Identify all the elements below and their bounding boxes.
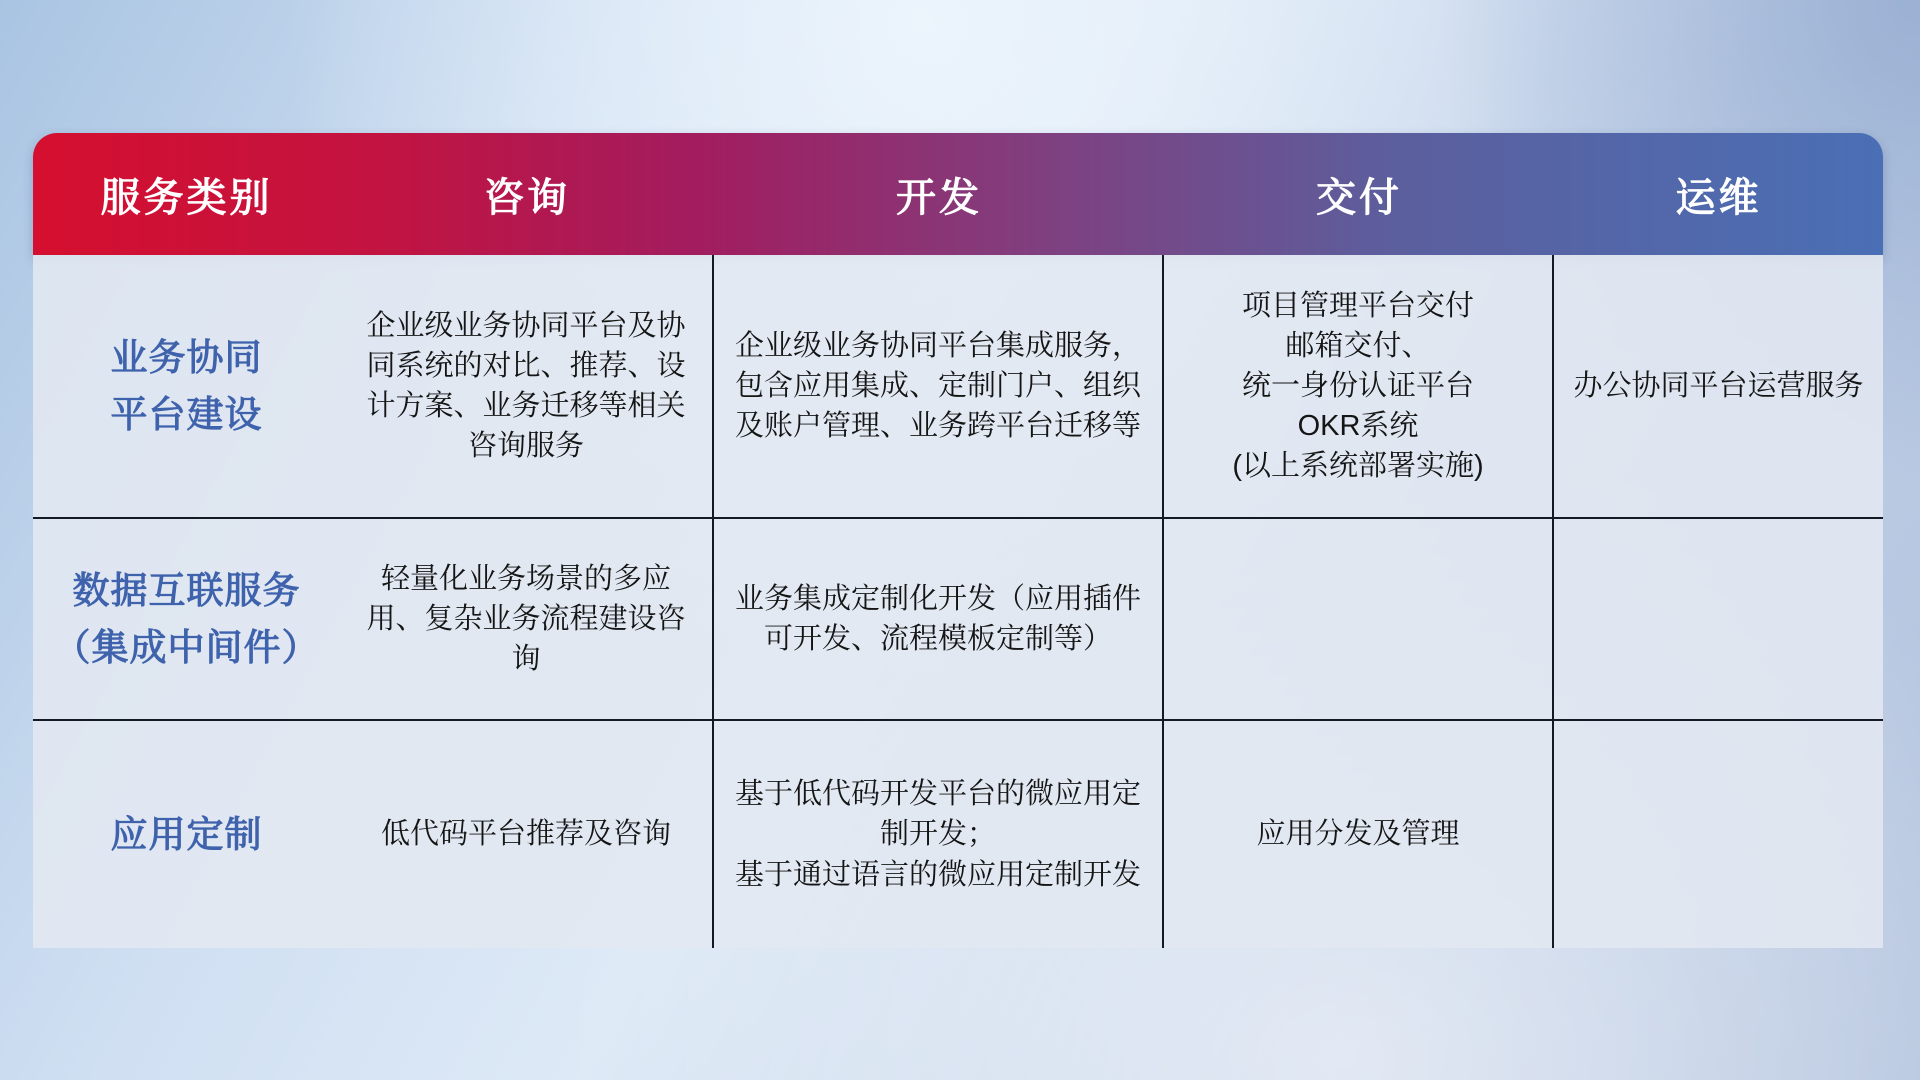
row1-operations-cell: 办公协同平台运营服务 bbox=[1573, 369, 1864, 402]
row2-category bbox=[33, 519, 340, 719]
header-consulting: 咨询 bbox=[484, 175, 570, 220]
row1-category bbox=[33, 255, 340, 517]
row1-category-line1: 业务协同 bbox=[110, 336, 263, 378]
row2-category-line2: （集成中间件） bbox=[53, 627, 320, 668]
table-row-app-customization bbox=[33, 719, 1883, 948]
table-row-data-interconnect bbox=[33, 517, 1883, 719]
row3-category-line1: 应用定制 bbox=[110, 813, 263, 855]
row3-category bbox=[33, 721, 340, 948]
row1-delivery-line3: 统一身份认证平台 bbox=[1241, 369, 1474, 402]
row1-delivery-line1: 项目管理平台交付 bbox=[1241, 289, 1474, 322]
header-development: 开发 bbox=[896, 175, 982, 220]
row1-delivery-line4: OKR系统 bbox=[1297, 410, 1419, 442]
row3-consulting-cell: 低代码平台推荐及咨询 bbox=[340, 721, 714, 948]
row2-development-cell: 业务集成定制化开发（应用插件可开发、流程模板定制等） bbox=[714, 519, 1164, 719]
row1-category-line2: 平台建设 bbox=[110, 394, 263, 435]
row3-development-line1: 基于低代码开发平台的微应用定制开发； bbox=[734, 778, 1141, 851]
row2-operations-cell bbox=[1554, 519, 1883, 719]
table-header-row bbox=[33, 133, 1883, 255]
row2-delivery-cell bbox=[1164, 519, 1554, 719]
row1-delivery-cell bbox=[1164, 255, 1554, 517]
row1-development-cell: 企业级业务协同平台集成服务，包含应用集成、定制门户、组织及账户管理、业务跨平台迁移等 bbox=[714, 255, 1164, 517]
header-delivery: 交付 bbox=[1316, 175, 1402, 220]
row1-delivery-line2: 邮箱交付、 bbox=[1285, 329, 1431, 362]
row3-development-line2: 基于通过语言的微应用定制开发 bbox=[734, 858, 1141, 891]
row1-delivery-line5: (以上系统部署实施) bbox=[1232, 450, 1484, 483]
table-row-collaboration-platform bbox=[33, 255, 1883, 517]
row3-operations-cell bbox=[1554, 721, 1883, 948]
header-category: 服务类别 bbox=[100, 175, 273, 220]
row3-delivery-cell: 应用分发及管理 bbox=[1164, 721, 1554, 948]
header-operations: 运维 bbox=[1675, 175, 1762, 220]
service-matrix-table bbox=[33, 133, 1883, 948]
row1-consulting-cell: 企业级业务协同平台及协同系统的对比、推荐、设计方案、业务迁移等相关咨询服务 bbox=[340, 255, 714, 517]
row2-consulting-cell: 轻量化业务场景的多应用、复杂业务流程建设咨询 bbox=[340, 519, 714, 719]
row2-category-line1: 数据互联服务 bbox=[72, 569, 301, 611]
row3-development-cell bbox=[714, 721, 1164, 948]
